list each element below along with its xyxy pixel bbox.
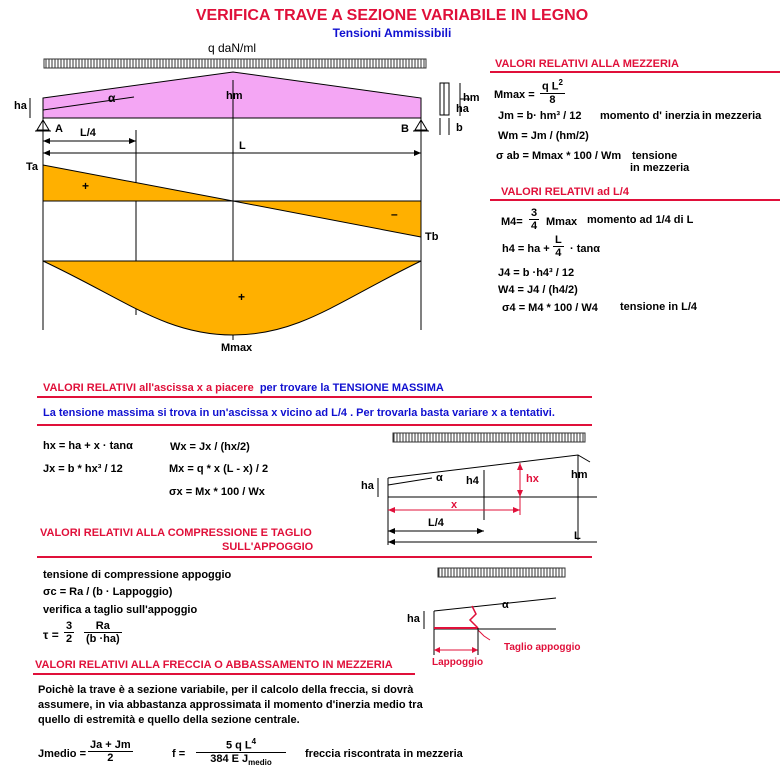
jmedio-fraction: $\frac{Ja + Jm}{2}$	[90, 739, 131, 764]
h4-formula-lhs: h4 = ha +	[502, 243, 550, 255]
hx-formula: hx = ha + x · tanα	[43, 440, 133, 452]
support-ha-label: ha	[407, 613, 420, 625]
alpha-label: α	[108, 91, 116, 105]
compression-text: tensione di compressione appoggio	[43, 569, 232, 581]
mx-formula: Mx = q * x (L - x) / 2	[169, 463, 269, 475]
support-alpha-label: α	[502, 599, 509, 611]
support-b-label: B	[401, 123, 409, 135]
ascissa-note: La tensione massima si trova in un'ascissa x vicino ad L/4 . Per trovarla basta variare x a tentativi.	[43, 407, 555, 419]
l4-rule	[490, 199, 780, 201]
ascissa-heading-red: VALORI RELATIVI all'ascissa x a piacere	[43, 382, 254, 394]
sigma-ab-formula: σ ab = Mmax * 100 / Wm	[496, 150, 622, 162]
support-load-strip	[438, 568, 565, 577]
ta-label: Ta	[26, 161, 39, 173]
j4-formula: J4 = b ·h4³ / 12	[498, 267, 575, 279]
lappoggio-label: Lappoggio	[432, 657, 484, 668]
jm-description-2: in mezzeria	[702, 110, 762, 122]
shear-plus-sign: +	[82, 179, 90, 193]
taglio-appoggio-label: Taglio appoggio	[504, 642, 581, 653]
jm-description: momento d' inerzia	[600, 110, 700, 122]
freccia-text-3: quello di estremità e quello della sezione centrale.	[38, 714, 300, 726]
ascissa-l-label: L	[574, 530, 581, 542]
jmedio-formula-lhs: Jmedio =	[38, 748, 86, 760]
tb-label: Tb	[425, 231, 439, 243]
mezzeria-heading: VALORI RELATIVI ALLA MEZZERIA	[495, 58, 679, 70]
shear-check-text: verifica a taglio sull'appoggio	[43, 604, 198, 616]
freccia-fraction: 5 q $L^4$ 384 E $J_{medio}$	[196, 737, 286, 767]
section-ha-label: ha	[456, 103, 469, 115]
sx-formula: σx = Mx * 100 / Wx	[169, 486, 265, 498]
ascissa-heading-blue: per trovare la TENSIONE MASSIMA	[259, 382, 444, 394]
ascissa-rule	[37, 396, 592, 398]
m4-description: momento ad 1/4 di L	[587, 214, 694, 226]
h4-formula-rhs: · tanα	[570, 243, 600, 255]
freccia-text-1: Poichè la trave è a sezione variabile, per il calcolo della freccia, si dovrà	[38, 684, 414, 696]
ascissa-h4-label: h4	[466, 475, 479, 487]
compressione-rule	[37, 556, 592, 558]
ascissa-hx-label: hx	[526, 473, 539, 485]
ascissa-ha-label: ha	[361, 480, 374, 492]
mmax-formula-lhs: Mmax =	[494, 89, 535, 101]
compressione-heading-2: SULL'APPOGGIO	[222, 541, 314, 553]
moment-diagram	[43, 261, 421, 335]
jm-formula: Jm = b· hm³ / 12	[498, 110, 582, 122]
m4-formula-rhs: Mmax	[546, 216, 578, 228]
ascissa-heading	[43, 382, 444, 394]
ascissa-hm-label: hm	[571, 469, 588, 481]
tau-formula-lhs: τ =	[43, 628, 59, 642]
load-label: q daN/ml	[208, 41, 257, 55]
section-hm-label: hm	[463, 92, 480, 104]
w4-formula: W4 = J4 / (h4/2)	[498, 284, 578, 296]
wx-formula: Wx = Jx / (hx/2)	[170, 441, 250, 453]
ascissa-load-strip	[393, 433, 585, 442]
s4-formula: σ4 = M4 * 100 / W4	[502, 302, 598, 314]
hm-label: hm	[226, 90, 243, 102]
moment-plus-sign: +	[238, 290, 246, 304]
ascissa-x-label: x	[451, 499, 458, 511]
support-a-label: A	[55, 123, 63, 135]
wm-formula: Wm = Jm / (hm/2)	[498, 130, 589, 142]
section-b-label: b	[456, 122, 463, 134]
freccia-heading: VALORI RELATIVI ALLA FRECCIA O ABBASSAMENTO IN MEZZERIA	[35, 659, 393, 671]
compressione-heading: VALORI RELATIVI ALLA COMPRESSIONE E TAGLIO	[40, 527, 312, 539]
freccia-text-2: assumere, in via abbastanza approssimata il momento d'inerzia medio tra	[38, 699, 423, 711]
mmax-label: Mmax	[221, 342, 253, 354]
freccia-rule	[33, 673, 415, 675]
ascissa-alpha-label: α	[436, 472, 443, 484]
load-strip	[44, 59, 426, 68]
sigma-c-formula: σc = Ra / (b · Lappoggio)	[43, 586, 173, 598]
shear-positive	[43, 165, 233, 201]
ascissa-l4-label: L/4	[428, 517, 444, 529]
tau-fraction-1: $\frac{3}{2}$	[66, 620, 73, 645]
shear-minus-sign: –	[391, 207, 398, 221]
mezzeria-rule	[490, 71, 780, 73]
sigma-ab-description: tensione	[632, 150, 678, 162]
m4-fraction: $\frac{3}{4}$	[531, 207, 538, 232]
page-title: VERIFICA TRAVE A SEZIONE VARIABILE IN LEGNO	[195, 7, 589, 24]
m4-formula-lhs: M4=	[501, 216, 523, 228]
length-label: L	[239, 140, 246, 152]
freccia-formula-lhs: f =	[172, 748, 186, 760]
freccia-description: freccia riscontrata in mezzeria	[305, 748, 463, 760]
sigma-ab-description-2: in mezzeria	[630, 162, 690, 174]
h4-fraction: $\frac{L}{4}$	[555, 234, 562, 259]
l4-heading: VALORI RELATIVI ad L/4	[501, 186, 629, 198]
ha-label: ha	[14, 100, 27, 112]
jx-formula: Jx = b * hx³ / 12	[43, 463, 123, 475]
page-subtitle: Tensioni Ammissibili	[332, 26, 452, 40]
tau-fraction-2: $\frac{Ra}{(b \cdot ha)}$	[86, 620, 120, 645]
quarter-length-label: L/4	[80, 127, 96, 139]
s4-description: tensione in L/4	[620, 301, 698, 313]
ascissa-rule-2	[37, 424, 592, 426]
mmax-fraction: $\frac{q L^2}{8}$	[542, 78, 563, 106]
